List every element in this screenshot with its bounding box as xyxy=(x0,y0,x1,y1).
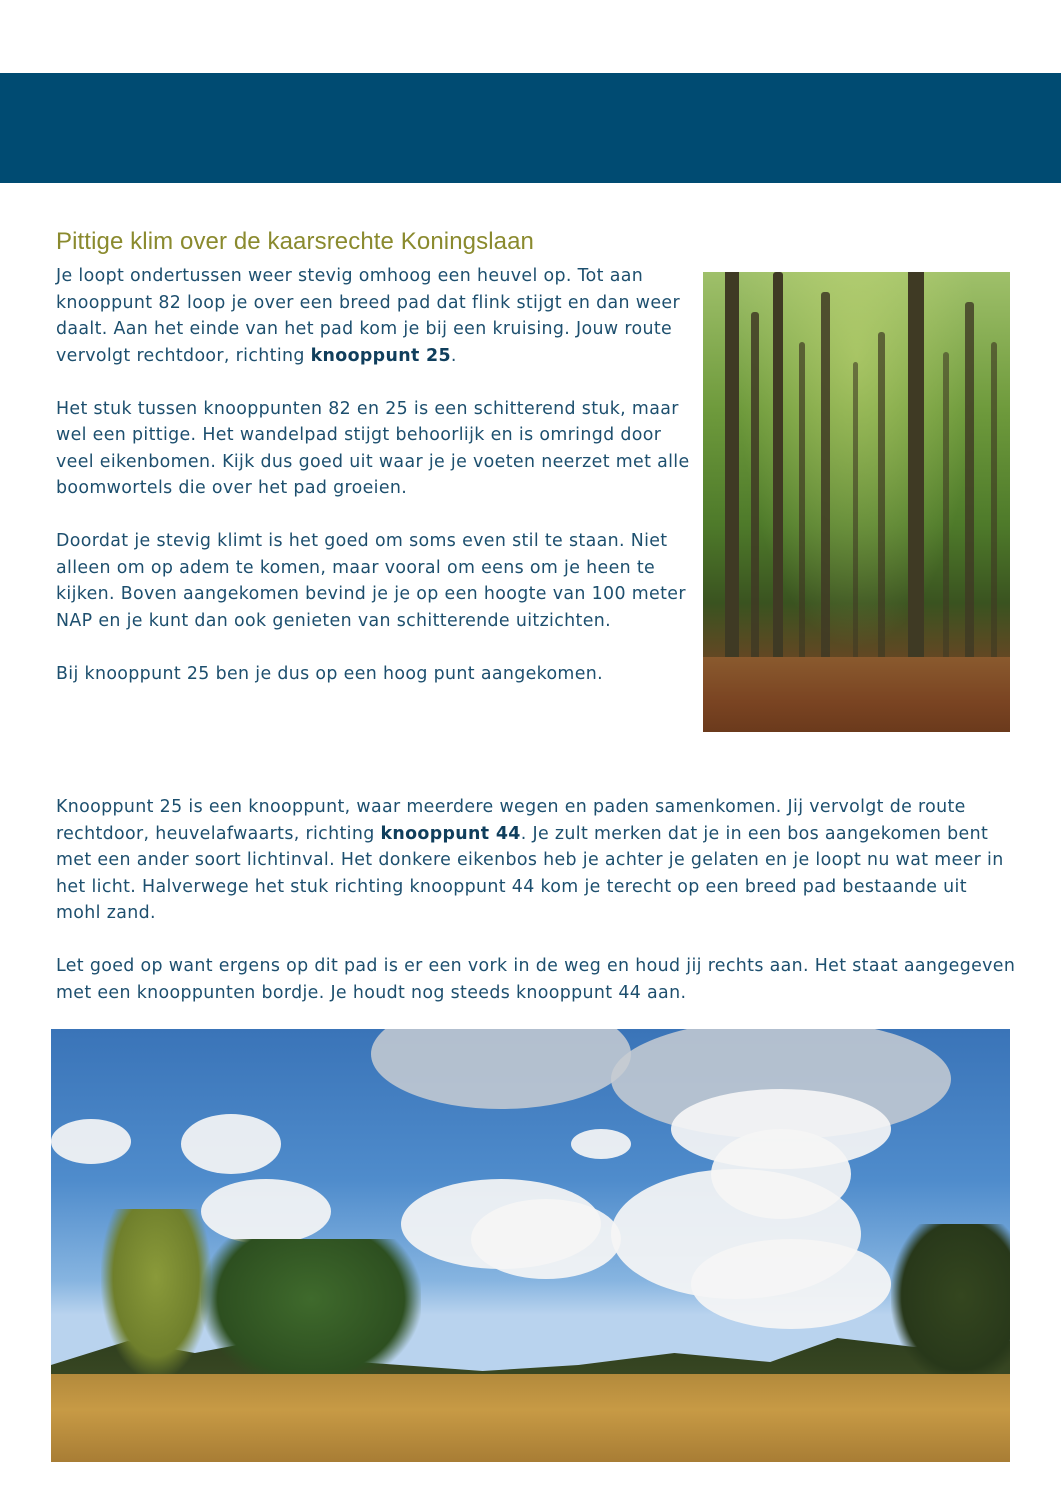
paragraph-5-text: Knooppunt 25 is een knooppunt, waar meerdere wegen en paden samenkomen. Jij vervolgt de route rechtdoor, heuvelafwaarts, richting xyxy=(56,797,966,844)
paragraph-1-end: . xyxy=(450,345,457,366)
paragraph-4: Bij knooppunt 25 ben je dus op een hoog punt aangekomen. xyxy=(56,663,604,684)
section-title: Pittige klim over de kaarsrechte Koningslaan xyxy=(56,228,534,255)
paragraph-1-text: Je loopt ondertussen weer stevig omhoog een heuvel op. Tot aan knooppunt 82 loop je over een breed pad dat flink stijgt en dan weer daalt. Aan het einde van het pad kom je bij een kruising. Jouw route vervolgt rechtdoor, richting xyxy=(56,266,680,366)
paragraph-1 xyxy=(56,263,696,369)
paragraph-5 xyxy=(56,794,1016,927)
paragraph-3: Doordat je stevig klimt is het goed om soms even stil te staan. Niet alleen om op adem te komen, maar vooral om eens om je heen te kijken. Boven aangekomen bevind je je op een hoogte van 100 meter NAP en je kunt dan ook genieten van schitterende uitzichten. xyxy=(56,531,686,631)
paragraph-6: Let goed op want ergens op dit pad is er een vork in de weg en houd jij rechts aan. Het staat aangegeven met een knooppunten bordje. Je houdt nog steeds knooppunt 44 aan. xyxy=(56,956,1016,1003)
text-column xyxy=(56,263,696,698)
forest-photo xyxy=(703,272,1010,732)
paragraph-5-end: . Je zult merken dat je in een bos aangekomen bent met een ander soort lichtinval. Het donkere eikenbos heb je achter je gelaten en je loopt nu wat meer in het licht. Halverwege het stuk richting knooppunt 44 kom je terecht op een breed pad bestaande uit mohl zand. xyxy=(56,823,1004,923)
heath-landscape-photo xyxy=(51,1029,1010,1462)
text-wide xyxy=(56,794,1016,1033)
paragraph-2: Het stuk tussen knooppunten 82 en 25 is een schitterend stuk, maar wel een pittige. Het wandelpad stijgt behoorlijk en is omringd door veel eikenbomen. Kijk dus goed uit waar je je voeten neerzet met alle boomwortels die over het pad groeien. xyxy=(56,398,690,498)
waypoint-25: knooppunt 25 xyxy=(310,345,451,366)
header-band xyxy=(0,73,1061,183)
waypoint-44: knooppunt 44 xyxy=(380,823,521,844)
